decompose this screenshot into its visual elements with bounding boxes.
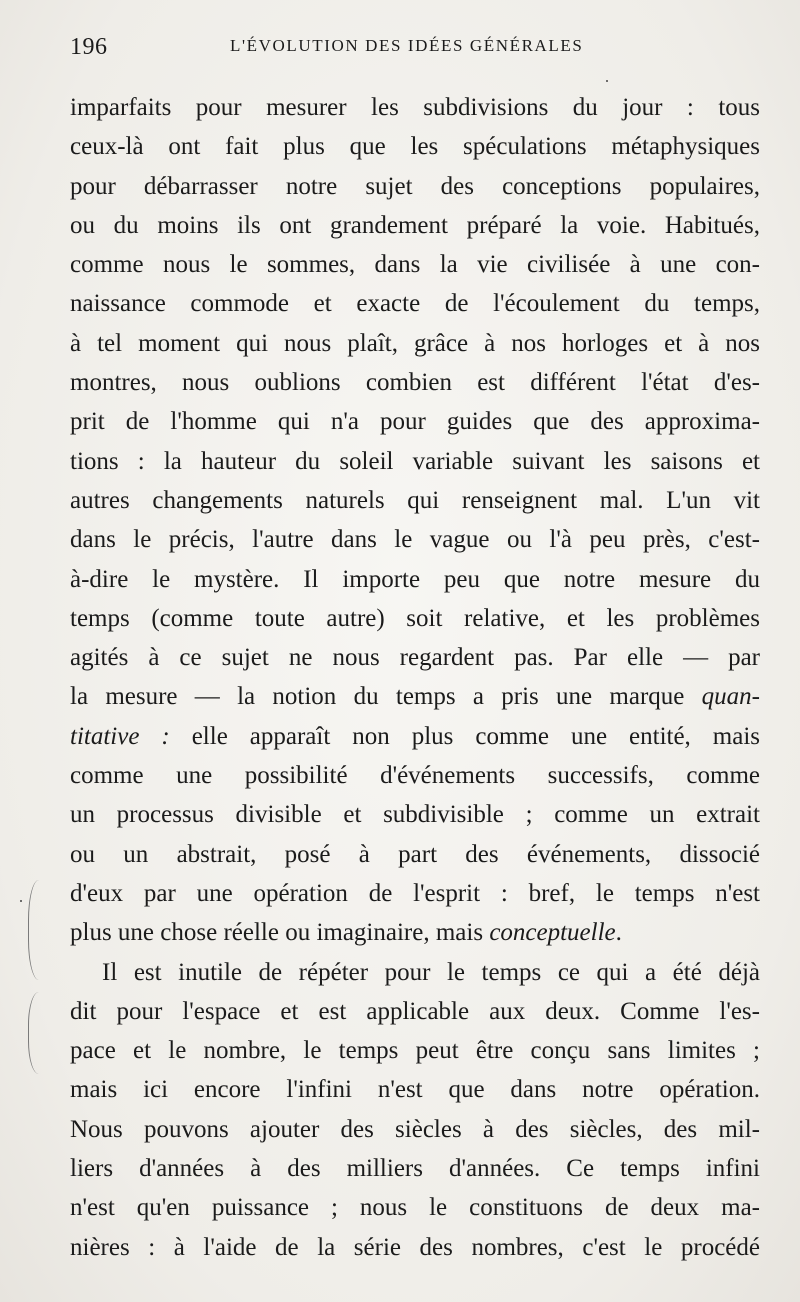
text-run: plus une chose réelle ou imaginaire, mais xyxy=(70,919,490,947)
text-line: Nous pouvons ajouter des siècles à des siècles, des mil- xyxy=(70,1115,760,1143)
text-line xyxy=(70,717,760,756)
text-line: liers d'années à des milliers d'années. Ce temps infini xyxy=(70,1155,760,1183)
text-line: ceux-là ont fait plus que les spéculations métaphysiques xyxy=(70,133,760,161)
text-line: mais ici encore l'infini n'est que dans notre opération. xyxy=(70,1076,760,1104)
text-line: tions : la hauteur du soleil variable suivant les saisons et xyxy=(70,447,760,475)
running-title: L'ÉVOLUTION DES IDÉES GÉNÉRALES xyxy=(230,36,584,55)
text-line: d'eux par une opération de l'esprit : bref, le temps n'est xyxy=(70,879,760,907)
text-line xyxy=(70,913,760,952)
text-line: pour débarrasser notre sujet des conceptions populaires, xyxy=(70,172,760,200)
text-line: ou un abstrait, posé à part des événements, dissocié xyxy=(70,840,760,868)
text-line xyxy=(70,677,760,716)
text-line: prit de l'homme qui n'a pour guides que des approxima- xyxy=(70,408,760,436)
text-run: elle apparaît non plus comme une entité, mais xyxy=(169,722,760,750)
page-number: 196 xyxy=(70,34,108,60)
text-line: dit pour l'espace et est applicable aux deux. Comme l'es- xyxy=(70,997,760,1025)
pencil-margin-bracket xyxy=(28,880,55,980)
stray-ink-dot xyxy=(606,80,608,82)
text-line: montres, nous oublions combien est différent l'état d'es- xyxy=(70,369,760,397)
text-line: autres changements naturels qui renseignent mal. L'un vit xyxy=(70,486,760,514)
text-line: naissance commode et exacte de l'écoulement du temps, xyxy=(70,290,760,318)
text-line: comme une possibilité d'événements successifs, comme xyxy=(70,762,760,790)
text-line: agités à ce sujet ne nous regardent pas. Par elle — par xyxy=(70,644,760,672)
italic-text-run: titative : xyxy=(70,722,170,750)
text-line: n'est qu'en puissance ; nous le constituons de deux ma- xyxy=(70,1194,760,1222)
pencil-margin-bracket xyxy=(28,992,55,1074)
italic-text-run: quan- xyxy=(701,683,760,711)
text-line: comme nous le sommes, dans la vie civilisée à une con- xyxy=(70,251,760,279)
text-line: un processus divisible et subdivisible ; comme un extrait xyxy=(70,801,760,829)
text-line: à tel moment qui nous plaît, grâce à nos horloges et à nos xyxy=(70,329,760,357)
text-line: ou du moins ils ont grandement préparé la voie. Habitués, xyxy=(70,211,760,239)
italic-text-run: conceptuelle xyxy=(489,919,616,947)
text-line: dans le précis, l'autre dans le vague ou l'à peu près, c'est- xyxy=(70,526,760,554)
text-line: temps (comme toute autre) soit relative, et les problèmes xyxy=(70,604,760,632)
body-text xyxy=(70,88,760,1267)
text-line: pace et le nombre, le temps peut être conçu sans limites ; xyxy=(70,1037,760,1065)
stray-ink-dot xyxy=(20,900,22,902)
page-header xyxy=(70,30,760,64)
text-line: Il est inutile de répéter pour le temps ce qui a été déjà xyxy=(102,958,760,986)
text-line: à-dire le mystère. Il importe peu que notre mesure du xyxy=(70,565,760,593)
text-run: la mesure — la notion du temps a pris une marque xyxy=(70,683,702,711)
text-line: nières : à l'aide de la série des nombres, c'est le procédé xyxy=(70,1233,760,1261)
text-line: imparfaits pour mesurer les subdivisions du jour : tous xyxy=(70,94,760,121)
text-run: . xyxy=(615,919,622,947)
